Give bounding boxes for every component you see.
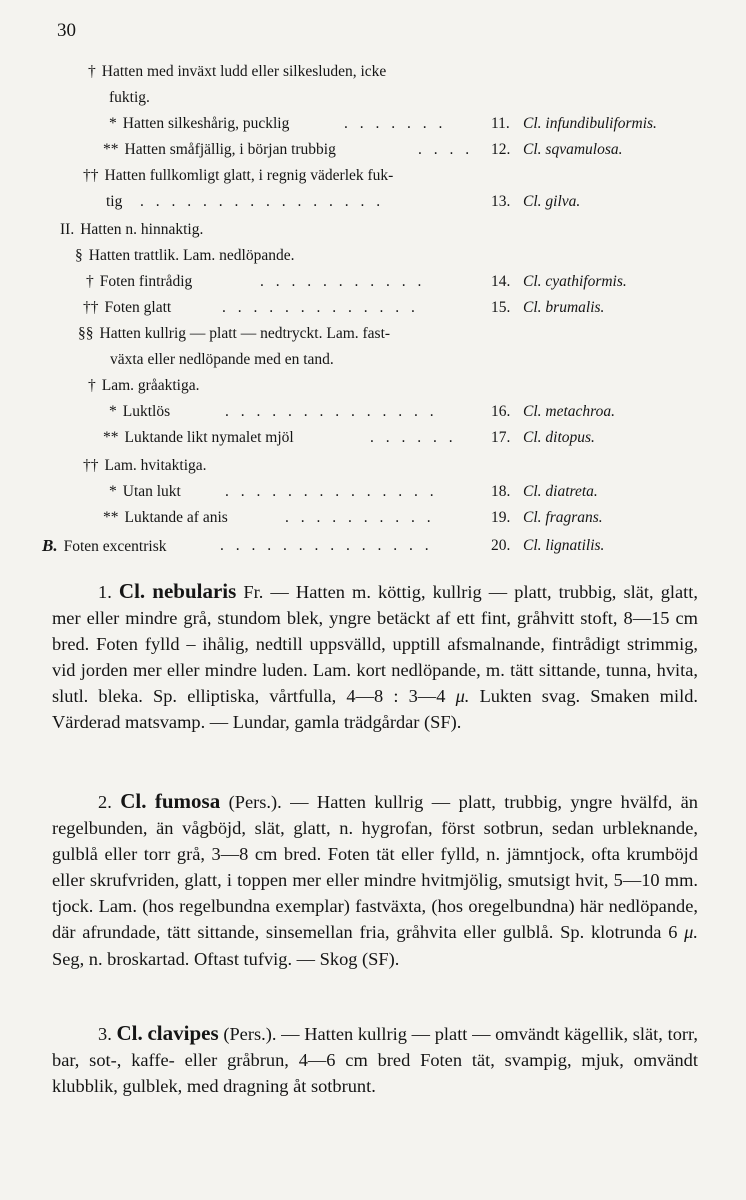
key-marker: †† bbox=[83, 167, 99, 184]
key-text: växta eller nedlöpande med en tand. bbox=[110, 351, 334, 368]
key-species-name bbox=[523, 192, 580, 212]
key-epithet: fragrans. bbox=[545, 509, 603, 526]
key-marker: § bbox=[75, 247, 83, 264]
species-genus: Cl. bbox=[116, 1021, 143, 1045]
key-line bbox=[75, 246, 295, 266]
key-line bbox=[103, 508, 603, 528]
key-epithet: brumalis. bbox=[545, 299, 605, 316]
species-genus: Cl. bbox=[118, 579, 146, 603]
species-text-end: Seg, n. broskartad. Oftast tufvig. — Skog (SF). bbox=[52, 948, 400, 969]
key-text: Foten fintrådig bbox=[99, 273, 193, 290]
leader-dots: . . . . . . . . . . . bbox=[260, 273, 426, 290]
key-line bbox=[83, 456, 207, 476]
key-line bbox=[103, 140, 623, 160]
leader-dots: . . . . . . bbox=[370, 429, 457, 446]
leader-dots: . . . . . . . . . . . . . bbox=[222, 299, 419, 316]
key-text: Hatten kullrig — platt — nedtryckt. Lam. fast- bbox=[99, 325, 391, 342]
key-species-name bbox=[523, 140, 622, 160]
key-line bbox=[83, 298, 605, 318]
key-genus: Cl. bbox=[523, 429, 542, 446]
species-number: 3. bbox=[98, 1024, 112, 1044]
species-name: clavipes bbox=[147, 1021, 219, 1045]
key-line bbox=[106, 192, 581, 212]
key-epithet: diatreta. bbox=[545, 483, 598, 500]
key-species-number: 20. bbox=[491, 537, 511, 554]
key-species-name bbox=[523, 402, 615, 422]
key-text: Hatten trattlik. Lam. nedlöpande. bbox=[88, 247, 295, 264]
key-genus: Cl. bbox=[523, 537, 542, 554]
key-marker: † bbox=[88, 63, 96, 80]
key-species-number: 19. bbox=[491, 509, 511, 526]
key-text: fuktig. bbox=[109, 89, 150, 106]
key-species-name bbox=[523, 114, 657, 134]
species-description-1 bbox=[52, 578, 698, 736]
key-species-name bbox=[523, 536, 604, 556]
species-name: nebularis bbox=[152, 579, 237, 603]
key-text: Hatten silkeshårig, pucklig bbox=[122, 115, 290, 132]
key-marker: * bbox=[109, 115, 117, 132]
key-species-name bbox=[523, 508, 603, 528]
key-text: Hatten n. hinnaktig. bbox=[80, 221, 204, 238]
key-marker: †† bbox=[83, 457, 99, 474]
key-species-number: 16. bbox=[491, 403, 511, 420]
key-text: Hatten med inväxt ludd eller silkesluden, icke bbox=[101, 63, 387, 80]
key-text: Luktande af anis bbox=[124, 509, 228, 526]
key-text: Hatten fullkomligt glatt, i regnig väderlek fuk- bbox=[104, 167, 394, 184]
key-text: Foten glatt bbox=[104, 299, 172, 316]
leader-dots: . . . . . . . . . . . . . . bbox=[220, 537, 433, 554]
key-line bbox=[109, 482, 598, 502]
key-species-number: 14. bbox=[491, 273, 511, 290]
key-marker: ** bbox=[103, 509, 119, 526]
key-genus: Cl. bbox=[523, 273, 542, 290]
key-line bbox=[109, 114, 657, 134]
key-line bbox=[109, 402, 615, 422]
key-species-number: 11. bbox=[491, 115, 510, 132]
key-genus: Cl. bbox=[523, 483, 542, 500]
key-text: tig bbox=[106, 193, 123, 210]
species-text: (Pers.). — Hatten kullrig — platt, trubbig, yngre hvälfd, än regelbunden, än vågböjd, slät, glatt, n. hygrofan, först sotbrun, sedan urbleknande, gulblå eller torr grå, 3—8 cm bred. Foten tät eller fylld, n. jämntjock, ofta krumböjd eller skrufvriden, glatt, i toppen mer eller mindre hvitmjölig, smutsigt hvit, 5—10 mm. tjock. Lam. (hos regelbundna exemplar) fastväxta, (hos oregelbundna) här nedlöpande, där afrundade, tätt sittande, sinsemellan fria, gråhvita eller gulblå. Sp. klotrunda 6 bbox=[52, 792, 698, 943]
key-line bbox=[86, 272, 627, 292]
key-marker: * bbox=[109, 403, 117, 420]
key-genus: Cl. bbox=[523, 193, 542, 210]
species-description-3 bbox=[52, 1020, 698, 1099]
key-species-number: 18. bbox=[491, 483, 511, 500]
key-text: Hatten småfjällig, i början trubbig bbox=[124, 141, 336, 158]
key-marker: II. bbox=[60, 221, 75, 238]
key-genus: Cl. bbox=[523, 141, 542, 158]
species-text: Fr. — Hatten m. köttig, kullrig — platt, trubbig, slät, glatt, mer eller mindre grå, stundom blek, yngre betäckt af ett fint, gråhvitt stoft, 8—15 cm bred. Foten fylld – ihålig, nedtill uppsvälld, upptill afsmalnande, fintrådigt strimmig, vid jorden mer eller mindre luden. Lam. kort nedlöpande, m. tätt sittande, tunna, hvita, slutl. bleka. Sp. elliptiska, vårtfulla, 4—8 : 3—4 bbox=[52, 582, 698, 707]
key-text: Luktande likt nymalet mjöl bbox=[124, 429, 294, 446]
key-line bbox=[109, 88, 150, 108]
species-text: (Pers.). — Hatten kullrig — platt — omvändt kägellik, slät, torr, bar, sot-, kaffe- eller gråbrun, 4—6 cm bred Foten tät, svampig, mjuk, omvändt klubblik, gulblek, med dragning åt sotbrunt. bbox=[52, 1024, 698, 1097]
key-epithet: gilva. bbox=[545, 193, 581, 210]
key-line bbox=[88, 62, 386, 82]
key-epithet: cyathiformis. bbox=[545, 273, 627, 290]
species-text-end: Lukten svag. Smaken mild. Värderad matsvamp. — Lundar, gamla trädgårdar (SF). bbox=[52, 686, 698, 733]
micron-symbol: μ. bbox=[684, 922, 698, 943]
key-epithet: infundibuliformis. bbox=[545, 115, 657, 132]
page-number: 30 bbox=[57, 20, 76, 41]
key-marker: ** bbox=[103, 141, 119, 158]
key-genus: Cl. bbox=[523, 403, 542, 420]
key-text: Lam. hvitaktiga. bbox=[104, 457, 207, 474]
key-species-name bbox=[523, 298, 604, 318]
leader-dots: . . . . . . . . . . . . . . bbox=[225, 483, 438, 500]
leader-dots: . . . . . . . . . . . . . . . . bbox=[140, 193, 385, 210]
key-genus: Cl. bbox=[523, 299, 542, 316]
key-line bbox=[88, 376, 199, 396]
key-marker: B. bbox=[42, 536, 58, 555]
key-marker: †† bbox=[83, 299, 99, 316]
key-species-number: 15. bbox=[491, 299, 511, 316]
key-species-number: 17. bbox=[491, 429, 511, 446]
leader-dots: . . . . . . . . . . bbox=[285, 509, 435, 526]
key-text: Utan lukt bbox=[122, 483, 181, 500]
key-species-number: 13. bbox=[491, 193, 511, 210]
species-description-2 bbox=[52, 788, 698, 972]
key-line bbox=[110, 350, 334, 370]
leader-dots: . . . . bbox=[418, 141, 474, 158]
key-genus: Cl. bbox=[523, 115, 542, 132]
species-name: fumosa bbox=[154, 789, 221, 813]
key-line bbox=[78, 324, 390, 344]
species-genus: Cl. bbox=[120, 789, 147, 813]
micron-symbol: μ. bbox=[455, 686, 470, 707]
species-number: 2. bbox=[98, 792, 112, 812]
key-marker: §§ bbox=[78, 325, 94, 342]
key-marker: ** bbox=[103, 429, 119, 446]
key-line bbox=[60, 220, 203, 240]
key-marker: † bbox=[88, 377, 96, 394]
key-text: Luktlös bbox=[122, 403, 171, 420]
key-text: Lam. gråaktiga. bbox=[101, 377, 200, 394]
key-marker: * bbox=[109, 483, 117, 500]
key-species-number: 12. bbox=[491, 141, 511, 158]
key-marker: † bbox=[86, 273, 94, 290]
key-line bbox=[83, 166, 393, 186]
key-text: Foten excentrisk bbox=[63, 538, 167, 555]
key-species-name bbox=[523, 428, 595, 448]
key-genus: Cl. bbox=[523, 509, 542, 526]
key-species-name bbox=[523, 272, 627, 292]
key-epithet: ditopus. bbox=[545, 429, 595, 446]
species-number: 1. bbox=[98, 582, 112, 602]
key-line bbox=[42, 536, 605, 557]
leader-dots: . . . . . . . . . . . . . . bbox=[225, 403, 438, 420]
key-species-name bbox=[523, 482, 598, 502]
key-epithet: lignatilis. bbox=[545, 537, 605, 554]
key-epithet: sqvamulosa. bbox=[545, 141, 623, 158]
key-line bbox=[103, 428, 595, 448]
leader-dots: . . . . . . . bbox=[344, 115, 447, 132]
key-epithet: metachroa. bbox=[545, 403, 615, 420]
